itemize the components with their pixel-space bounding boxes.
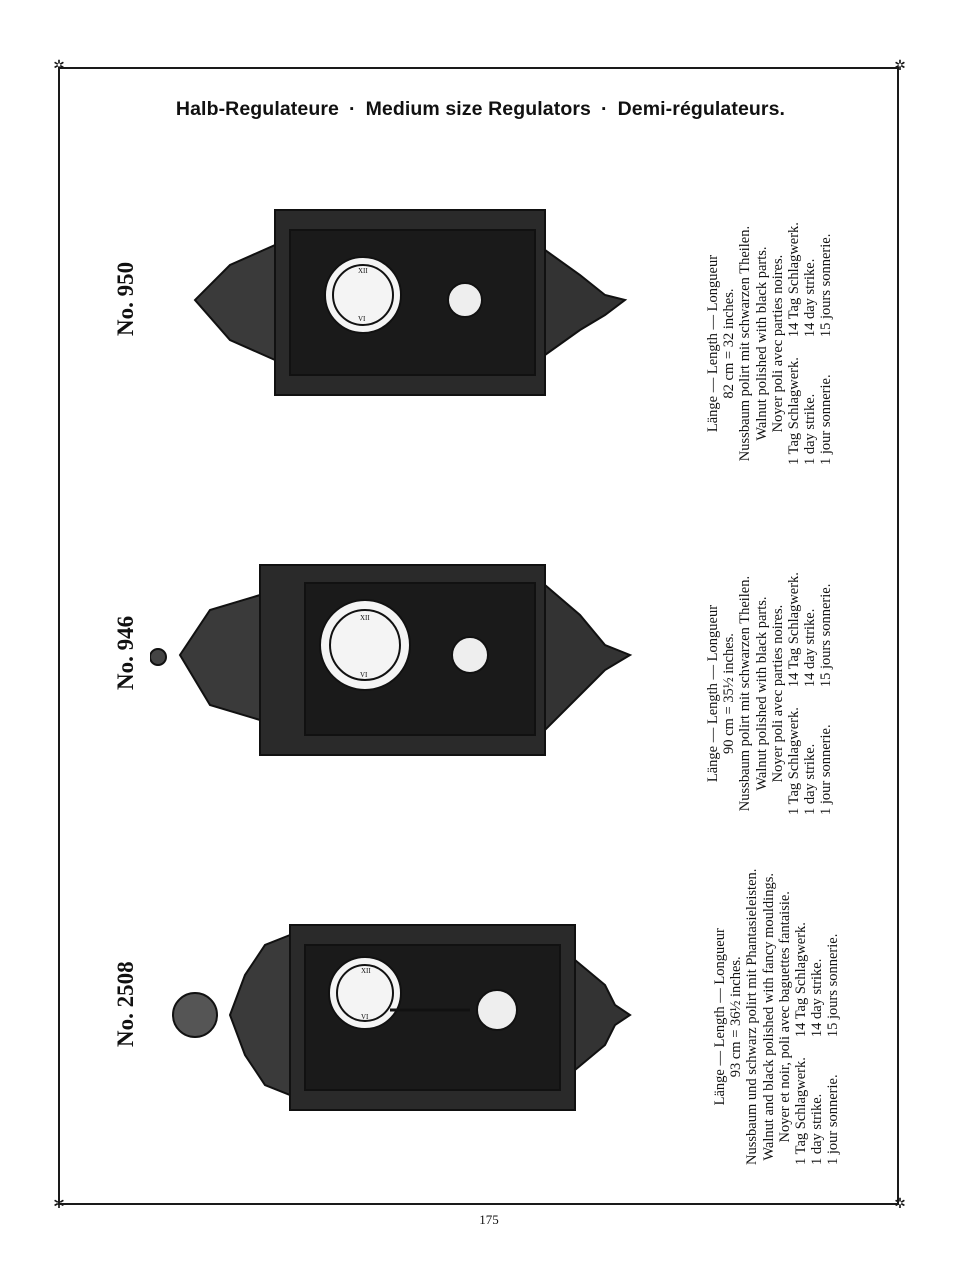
strike-options: [786, 572, 835, 815]
clock-illustration-946: [150, 555, 640, 765]
spec-desc-de: Nussbaum und schwarz polirt mit Phantasieleisten.: [744, 868, 761, 1165]
strike-14-day: [793, 922, 842, 1037]
corner-ornament-top-right: ✲: [894, 59, 906, 74]
strike-options: [793, 869, 842, 1165]
svg-text:VI: VI: [361, 1013, 369, 1021]
spec-block-946: [705, 572, 835, 815]
strike-line: 1 jour sonnerie.: [825, 1074, 842, 1165]
title-french: Demi-régulateurs.: [617, 98, 786, 120]
spec-desc-en: Walnut polished with black parts.: [753, 596, 770, 791]
strike-1-day: [793, 1057, 842, 1165]
spec-desc-de: Nussbaum polirt mit schwarzen Theilen.: [737, 225, 754, 462]
spec-length-line: Länge — Length — Longueur: [705, 254, 721, 433]
spec-desc-fr: Noyer poli avec parties noires.: [769, 254, 786, 433]
svg-text:VI: VI: [360, 671, 368, 679]
corner-ornament-bottom-right: ✲: [894, 1197, 906, 1212]
spec-desc-en: Walnut polished with black parts.: [753, 246, 770, 441]
spec-size-line: 93 cm = 36½ inches.: [728, 956, 745, 1078]
strike-line: 1 Tag Schlagwerk.: [786, 707, 803, 815]
spec-block-950: [705, 222, 835, 465]
strike-line: 14 day strike.: [802, 258, 819, 338]
model-number-2508: No. 2508: [113, 961, 138, 1047]
strike-1-day: [786, 707, 835, 815]
spec-length-line: Länge — Length — Longueur: [705, 604, 721, 783]
strike-line: 14 Tag Schlagwerk.: [793, 922, 810, 1038]
spec-desc-fr: Noyer et noir, poli avec baguettes fantaisie.: [776, 891, 793, 1143]
strike-line: 1 jour sonnerie.: [818, 374, 835, 465]
strike-1-day: [786, 357, 835, 465]
strike-options: [786, 222, 835, 465]
spec-size-line: 90 cm = 35½ inches.: [721, 633, 738, 754]
spec-block-2508: [712, 869, 842, 1165]
title-german: Halb-Regulateure: [175, 98, 339, 120]
svg-text:XII: XII: [360, 614, 370, 622]
strike-line: 14 Tag Schlagwerk.: [786, 222, 803, 338]
spec-desc-en: Walnut and black polished with fancy mouldings.: [760, 873, 777, 1161]
strike-line: 1 jour sonnerie.: [818, 724, 835, 815]
strike-line: 15 jours sonnerie.: [818, 583, 835, 688]
title-separator: ·: [348, 98, 356, 120]
spec-length-line: Länge — Length — Longueur: [712, 928, 728, 1106]
clock-illustration-950: [185, 205, 635, 400]
strike-line: 14 Tag Schlagwerk.: [786, 572, 803, 688]
strike-line: 1 Tag Schlagwerk.: [786, 357, 803, 465]
page-title: [60, 98, 901, 121]
strike-14-day: [786, 572, 835, 687]
page-number: 175: [479, 1212, 499, 1227]
strike-line: 1 day strike.: [802, 743, 819, 815]
svg-text:XII: XII: [361, 967, 371, 975]
clock-illustration-2508: [165, 915, 635, 1120]
strike-line: 1 day strike.: [802, 393, 819, 465]
spec-desc-de: Nussbaum polirt mit schwarzen Theilen.: [737, 575, 754, 812]
model-number-946: No. 946: [113, 615, 138, 690]
strike-line: 15 jours sonnerie.: [818, 233, 835, 338]
model-number-950: No. 950: [113, 261, 138, 336]
corner-ornament-top-left: ✲: [53, 59, 65, 74]
strike-line: 15 jours sonnerie.: [825, 933, 842, 1038]
strike-14-day: [786, 222, 835, 337]
strike-line: 1 Tag Schlagwerk.: [793, 1057, 810, 1165]
svg-text:VI: VI: [358, 315, 366, 323]
strike-line: 14 day strike.: [802, 608, 819, 688]
title-separator: ·: [600, 98, 608, 120]
title-english: Medium size Regulators: [365, 98, 591, 120]
strike-line: 14 day strike.: [809, 958, 826, 1038]
corner-ornament-bottom-left: ✲: [53, 1197, 65, 1212]
spec-size-line: 82 cm = 32 inches.: [721, 288, 738, 399]
strike-line: 1 day strike.: [809, 1093, 826, 1165]
svg-text:XII: XII: [358, 267, 368, 275]
spec-desc-fr: Noyer poli avec parties noires.: [769, 604, 786, 783]
